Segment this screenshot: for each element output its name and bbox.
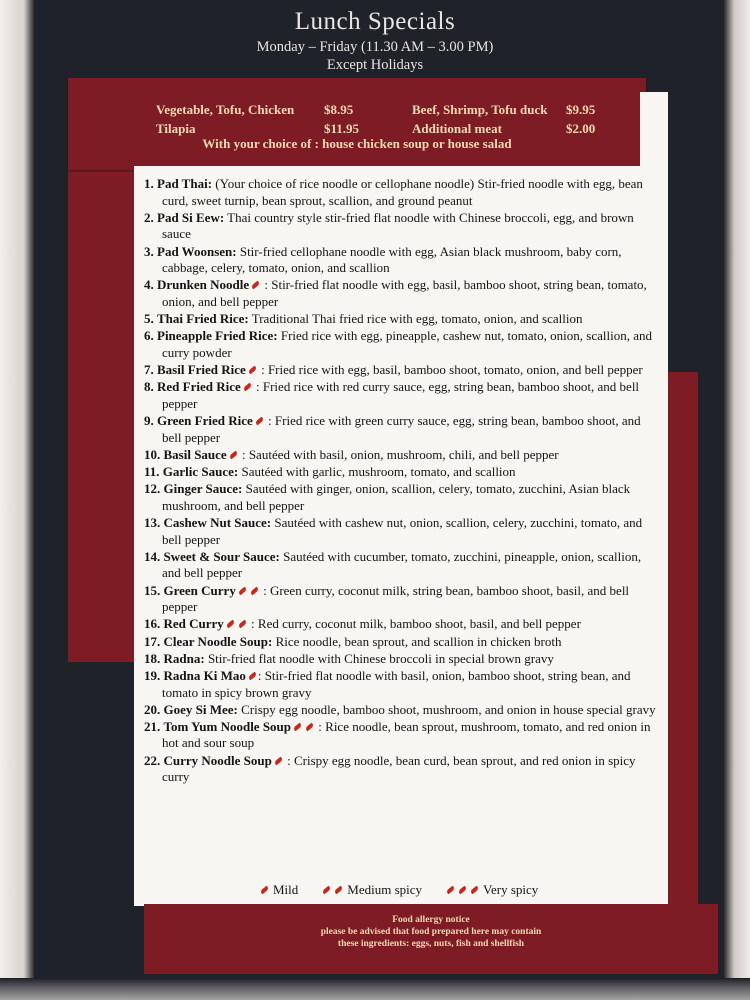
chili-pepper-icon <box>238 620 247 629</box>
menu-item-name: Pad Thai: <box>157 176 213 191</box>
white-card-tab <box>640 92 668 172</box>
menu-item-list <box>144 176 658 786</box>
chili-pepper-icon <box>293 722 302 731</box>
menu-item-name: Sweet & Sour Sauce: <box>163 548 280 564</box>
menu-item-number: 1. <box>144 176 154 191</box>
menu-item-number: 17. <box>144 633 161 649</box>
menu-item-description: Sautéed with ginger, onion, scallion, celery, tomato, zucchini, Asian black mushroom, and bell pepper <box>162 481 631 513</box>
spice-legend <box>258 882 538 898</box>
chili-pepper-icon <box>226 620 235 629</box>
price-item-name: Additional meat <box>412 121 502 136</box>
price-list-left <box>156 100 396 138</box>
menu-item <box>144 447 658 464</box>
menu-item-name: Basil Fried Rice <box>157 362 246 378</box>
menu-item-description: Thai country style stir-fried flat noodle with Chinese broccoli, egg, and brown sauce <box>162 209 634 242</box>
menu-item-name: Garlic Sauce: <box>162 464 239 480</box>
menu-item-name: Pad Si Eew: <box>157 209 225 225</box>
menu-item <box>144 583 658 616</box>
price-item-name: Tilapia <box>156 121 196 136</box>
menu-item <box>144 210 658 243</box>
menu-item <box>144 668 658 701</box>
menu-item-name: Drunken Noodle <box>157 277 250 293</box>
price-row <box>412 100 600 119</box>
menu-item-name: Ginger Sauce: <box>163 481 243 497</box>
menu-item-number: 21. <box>144 718 161 734</box>
menu-item-description: Fried rice with egg, pineapple, cashew nut, tomato, onion, scallion, and curry powder <box>162 328 652 360</box>
menu-item <box>144 651 658 668</box>
menu-item-name: Radna: <box>163 650 205 666</box>
menu-item-name: Green Curry <box>163 582 236 598</box>
legend-medium-label: Medium spicy <box>347 882 423 897</box>
menu-item-number: 9. <box>144 413 154 429</box>
menu-item <box>144 362 658 379</box>
menu-item-name: Tom Yum Noodle Soup <box>163 718 292 734</box>
legend-very <box>444 882 538 898</box>
menu-item-number: 22. <box>144 752 161 768</box>
menu-item-number: 13. <box>144 515 161 530</box>
menu-item-number: 7. <box>144 362 154 378</box>
menu-item <box>144 634 658 651</box>
chili-pepper-icon <box>228 450 237 459</box>
menu-item <box>144 244 658 277</box>
menu-item-number: 3. <box>144 243 154 259</box>
menu-item-description: Rice noodle, bean sprout, and scallion in chicken broth <box>272 633 562 649</box>
menu-item-description: Traditional Thai fried rice with egg, tomato, onion, and scallion <box>248 311 583 327</box>
menu-item-number: 14. <box>144 548 161 564</box>
menu-item-number: 4. <box>144 277 154 293</box>
menu-item-number: 20. <box>144 701 161 717</box>
chili-pepper-icon <box>458 886 467 895</box>
menu-item-name: Red Fried Rice <box>157 379 241 395</box>
photo-edge-right <box>724 0 750 1000</box>
allergy-line-1: please be advised that food prepared here may contain <box>320 927 542 937</box>
chili-pepper-icon <box>255 417 264 426</box>
chili-pepper-icon <box>305 722 314 731</box>
menu-item-description: : Rice noodle, bean sprout, mushroom, tomato, and red onion in hot and sour soup <box>162 718 651 751</box>
menu-item-name: Radna Ki Mao <box>163 667 246 683</box>
menu-item-number: 2. <box>144 209 154 225</box>
menu-item-number: 6. <box>144 328 154 344</box>
menu-item-description: : Green curry, coconut milk, string bean, bamboo shoot, basil, and bell pepper <box>162 582 630 615</box>
except-text: Except Holidays <box>326 57 424 73</box>
menu-item-number: 12. <box>144 481 161 497</box>
menu-item-name: Goey Si Mee: <box>163 701 238 717</box>
menu-item-description: Sautéed with garlic, mushroom, tomato, and scallion <box>238 464 516 480</box>
menu-item-name: Curry Noodle Soup <box>163 752 272 768</box>
menu-item-description: : Red curry, coconut milk, bamboo shoot, basil, and bell pepper <box>247 616 581 632</box>
price-value: $11.95 <box>324 121 360 136</box>
menu-item-number: 5. <box>144 311 154 327</box>
price-value: $9.95 <box>566 102 596 117</box>
menu-item <box>144 481 658 514</box>
chili-pepper-icon <box>274 756 283 765</box>
price-value: $8.95 <box>324 102 354 117</box>
menu-item-name: Basil Sauce <box>163 446 227 462</box>
menu-header <box>0 6 750 74</box>
menu-item <box>144 753 658 786</box>
menu-item-number: 11. <box>144 464 160 480</box>
menu-item-number: 16. <box>144 616 161 632</box>
price-row <box>156 100 396 119</box>
red-panel-left <box>68 170 134 662</box>
menu-item <box>144 719 658 752</box>
page-title: Lunch Specials <box>294 8 456 35</box>
menu-item-name: Green Fried Rice <box>157 413 253 429</box>
menu-item-name: Thai Fried Rice: <box>157 311 249 327</box>
menu-item <box>144 702 658 719</box>
chili-pepper-icon <box>238 586 247 595</box>
menu-item <box>144 413 658 446</box>
menu-item-name: Cashew Nut Sauce: <box>163 515 272 530</box>
menu-item-description: Stir-fried flat noodle with Chinese broccoli in special brown gravy <box>204 650 554 666</box>
legend-mild-label: Mild <box>273 882 299 897</box>
price-item-name: Beef, Shrimp, Tofu duck <box>412 102 548 117</box>
allergy-title: Food allergy notice <box>392 915 470 925</box>
menu-item <box>144 464 658 481</box>
menu-item-number: 18. <box>144 650 161 666</box>
menu-item <box>144 277 658 310</box>
menu-item <box>144 176 658 209</box>
legend-medium <box>320 882 422 898</box>
menu-item-description: : Fried rice with red curry sauce, egg, string bean, bamboo shoot, and bell pepper <box>162 379 640 411</box>
menu-item-description: : Fried rice with green curry sauce, egg, string bean, bamboo shoot, and bell pepper <box>162 413 641 445</box>
price-value: $2.00 <box>566 121 596 136</box>
menu-item-number: 10. <box>144 446 161 462</box>
menu-item-description: Sautéed with cashew nut, onion, scallion, celery, zucchini, tomato, and bell pepper <box>162 515 643 547</box>
chili-pepper-icon <box>334 886 343 895</box>
menu-item-number: 8. <box>144 379 154 395</box>
menu-item <box>144 311 658 328</box>
chili-pepper-icon <box>248 671 257 680</box>
menu-item-description: Stir-fried cellophane noodle with egg, Asian black mushroom, baby corn, cabbage, celery, tomato, onion, and scallion <box>162 243 622 276</box>
menu-item <box>144 616 658 633</box>
menu-item-description: : Crispy egg noodle, bean curd, bean sprout, and red onion in spicy curry <box>162 752 636 785</box>
menu-item-description: Crispy egg noodle, bamboo shoot, mushroom, and onion in house special gravy <box>237 701 656 717</box>
menu-item <box>144 328 658 361</box>
soup-salad-choice: With your choice of : house chicken soup or house salad <box>202 136 512 151</box>
menu-item-description: : Stir-fried flat noodle with basil, onion, bamboo shoot, string bean, and tomato in spicy brown gravy <box>162 667 631 700</box>
menu-item <box>144 379 658 412</box>
legend-mild <box>258 882 298 898</box>
chili-pepper-icon <box>251 281 260 290</box>
menu-item-name: Pineapple Fried Rice: <box>157 328 278 344</box>
legend-very-label: Very spicy <box>483 882 539 897</box>
chili-pepper-icon <box>446 886 455 895</box>
chili-pepper-icon <box>322 886 331 895</box>
menu-item-description: : Fried rice with egg, basil, bamboo shoot, tomato, onion, and bell pepper <box>257 362 643 378</box>
chili-pepper-icon <box>250 586 259 595</box>
price-list-right <box>412 100 600 138</box>
chili-pepper-icon <box>260 886 269 895</box>
menu-item-number: 19. <box>144 667 161 683</box>
menu-item-number: 15. <box>144 582 161 598</box>
photo-edge-bottom <box>0 978 750 1000</box>
price-item-name: Vegetable, Tofu, Chicken <box>156 102 295 117</box>
menu-item <box>144 549 658 582</box>
chili-pepper-icon <box>470 886 479 895</box>
menu-item-description: Sautéed with cucumber, tomato, zucchini, pineapple, onion, scallion, and bell pepper <box>162 548 642 581</box>
menu-item-description: : Stir-fried flat noodle with egg, basil, bamboo shoot, string bean, tomato, onion, and bell pepper <box>162 277 647 309</box>
menu-item-name: Red Curry <box>163 616 224 632</box>
allergy-notice <box>144 914 718 950</box>
hours-text: Monday – Friday (11.30 AM – 3.00 PM) <box>256 39 494 55</box>
menu-item-description: (Your choice of rice noodle or cellophane noodle) Stir-fried noodle with egg, bean curd, sweet turnip, bean sprout, scallion, and ground peanut <box>162 176 643 208</box>
menu-item <box>144 515 658 548</box>
chili-pepper-icon <box>243 383 252 392</box>
menu-item-description: : Sautéed with basil, onion, mushroom, chili, and bell pepper <box>238 446 559 462</box>
photo-edge-left <box>0 0 34 1000</box>
allergy-line-2: these ingredients: eggs, nuts, fish and shellfish <box>337 939 525 949</box>
menu-item-name: Clear Noodle Soup: <box>163 633 273 649</box>
chili-pepper-icon <box>248 366 257 375</box>
menu-item-name: Pad Woonsen: <box>157 243 237 259</box>
